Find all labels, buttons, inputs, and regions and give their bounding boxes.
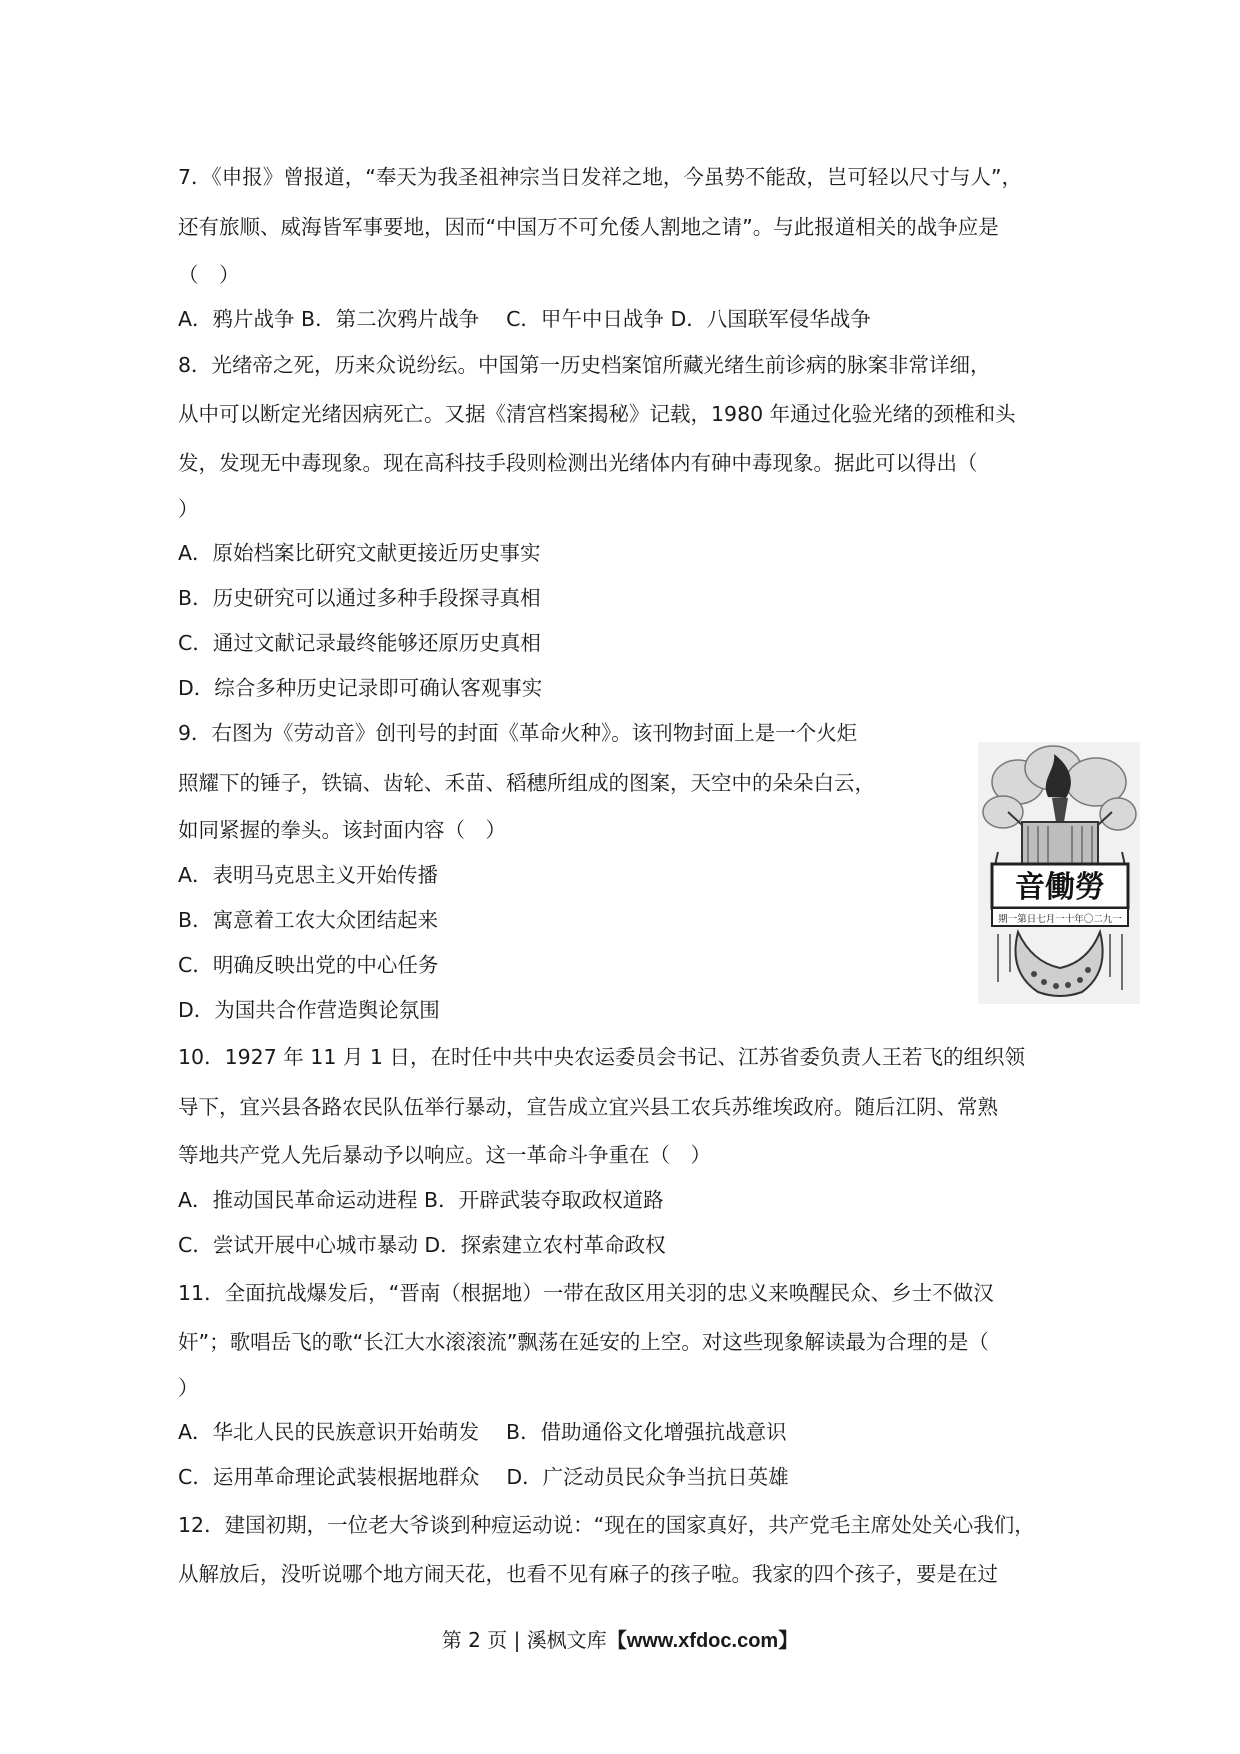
q9-stem-line2: 照耀下的锤子，铁镐、齿轮、禾苗、稻穗所组成的图案，天空中的朵朵白云， (178, 771, 875, 795)
footer-page-number: 第 2 页 (441, 1628, 508, 1652)
q8-stem-line3: 发，发现无中毒现象。现在高科技手段则检测出光绪体内有砷中毒现象。据此可以得出（ (178, 451, 978, 475)
q9-option-c: C．明确反映出党的中心任务 (178, 953, 439, 977)
labor-voice-cover-figure (978, 742, 1140, 1004)
q8-option-c: C．通过文献记录最终能够还原历史真相 (178, 631, 541, 655)
footer-site-name: 溪枫文库 (526, 1628, 607, 1652)
q9-option-a: A．表明马克思主义开始传播 (178, 863, 439, 887)
q8-option-d: D．综合多种历史记录即可确认客观事实 (178, 676, 543, 700)
q7-stem-line3: （ ） (178, 263, 240, 287)
q8-stem-line1: 8．光绪帝之死，历来众说纷纭。中国第一历史档案馆所藏光绪生前诊病的脉案非常详细， (178, 353, 991, 377)
q8-stem-line2: 从中可以断定光绪因病死亡。又据《清宫档案揭秘》记载，1980 年通过化验光绪的颈椎和头 (178, 402, 1016, 426)
q8-stem-line4: ） (178, 497, 199, 521)
q8-option-b: B．历史研究可以通过多种手段探寻真相 (178, 586, 541, 610)
q7-options: A．鸦片战争 B．第二次鸦片战争 C．甲午中日战争 D．八国联军侵华战争 (178, 307, 871, 331)
q12-stem-line2: 从解放后，没听说哪个地方闹天花，也看不见有麻子的孩子啦。我家的四个孩子，要是在过 (178, 1562, 998, 1586)
q10-stem-line3: 等地共产党人先后暴动予以响应。这一革命斗争重在（ ） (178, 1143, 711, 1167)
q9-stem-line3: 如同紧握的拳头。该封面内容（ ） (178, 818, 506, 842)
q10-options-cd: C．尝试开展中心城市暴动 D．探索建立农村革命政权 (178, 1233, 666, 1257)
q11-stem-line2: 奸”；歌唱岳飞的歌“长江大水滚滚流”飘荡在延安的上空。对这些现象解读最为合理的是（ (178, 1330, 989, 1354)
footer-left-bracket: 【 (606, 1628, 627, 1652)
q10-stem-line1: 10．1927 年 11 月 1 日，在时任中共中央农运委员会书记、江苏省委负责人王若飞的组织领 (178, 1045, 1025, 1069)
q9-option-b: B．寓意着工农大众团结起来 (178, 908, 439, 932)
q7-stem-line2: 还有旅顺、威海皆军事要地，因而“中国万不可允倭人割地之请”。与此报道相关的战争应是 (178, 215, 999, 239)
footer-right-bracket: 】 (778, 1628, 799, 1652)
q10-options-ab: A．推动国民革命运动进程 B．开辟武装夺取政权道路 (178, 1188, 664, 1212)
footer-separator: | (507, 1628, 527, 1652)
page-footer (0, 1624, 1240, 1653)
q9-option-d: D．为国共合作营造舆论氛围 (178, 998, 440, 1022)
q8-option-a: A．原始档案比研究文献更接近历史事实 (178, 541, 541, 565)
q11-options-cd: C．运用革命理论武装根据地群众 D．广泛动员民众争当抗日英雄 (178, 1465, 789, 1489)
q11-stem-line3: ） (178, 1376, 199, 1400)
document-page (178, 0, 1078, 1754)
q7-stem-line1: 7．《申报》曾报道，“奉天为我圣祖神宗当日发祥之地，今虽势不能敌，岂可轻以尺寸与人”， (178, 165, 1023, 189)
torch-cover-illustration-icon (978, 742, 1140, 1004)
footer-url-link[interactable]: www.xfdoc.com (626, 1630, 779, 1652)
cover-title: 音働勞 (1015, 870, 1105, 905)
q11-stem-line1: 11．全面抗战爆发后，“晋南（根据地）一带在敌区用关羽的忠义来唤醒民众、乡士不做汉 (178, 1281, 994, 1305)
q10-stem-line2: 导下，宜兴县各路农民队伍举行暴动，宣告成立宜兴县工农兵苏维埃政府。随后江阴、常熟 (178, 1095, 998, 1119)
q12-stem-line1: 12．建国初期，一位老大爷谈到种痘运动说：“现在的国家真好，共产党毛主席处处关心我们， (178, 1513, 1035, 1537)
q11-options-ab: A．华北人民的民族意识开始萌发 B．借助通俗文化增强抗战意识 (178, 1420, 787, 1444)
cover-date-line: 期一第日七月一十年〇二九一 (998, 914, 1122, 925)
q9-stem-line1: 9．右图为《劳动音》创刊号的封面《革命火种》。该刊物封面上是一个火炬 (178, 721, 858, 745)
